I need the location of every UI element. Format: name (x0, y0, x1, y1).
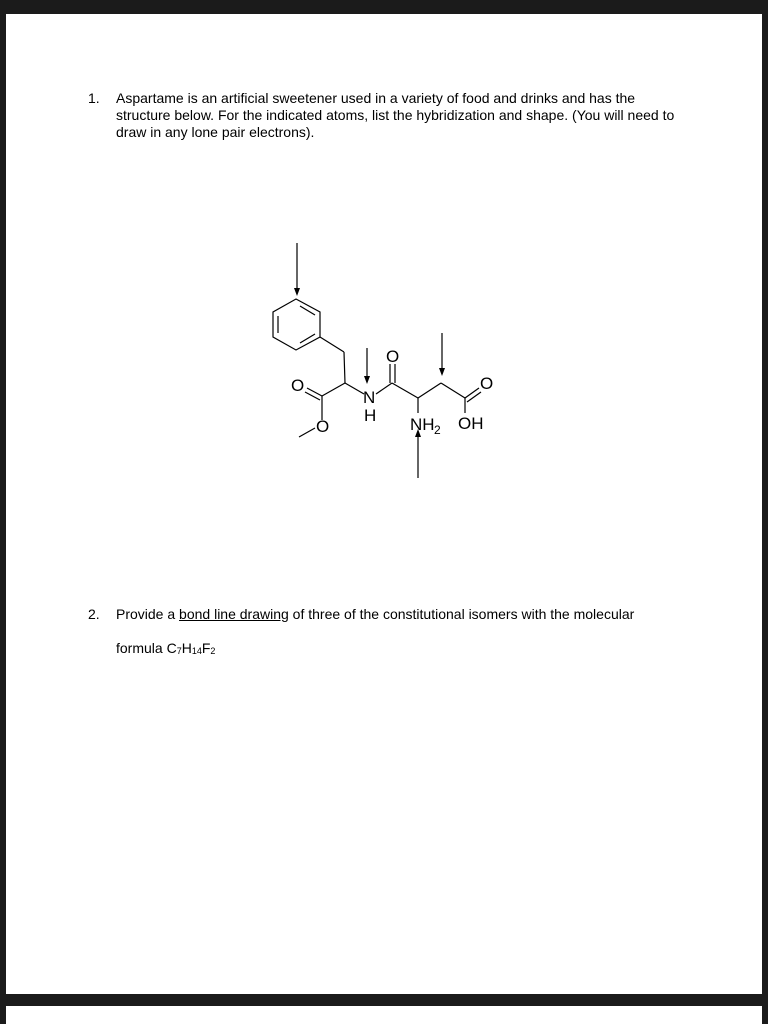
atom-amide-h: H (364, 406, 377, 425)
formula-h-count: 14 (191, 646, 202, 656)
molecular-formula (116, 640, 215, 660)
question-1-number: 1. (88, 90, 100, 106)
formula-h: H (181, 640, 192, 656)
benzene-ring (273, 299, 320, 350)
atom-amide-o: O (386, 347, 400, 366)
atom-acid-oh: OH (458, 414, 484, 433)
atom-amide-n: N (363, 388, 376, 407)
question-2-prefix: Provide a (116, 606, 180, 622)
formula-c-count: 7 (176, 646, 182, 656)
question-2-suffix: of three of the constitutional isomers with the molecular (288, 606, 635, 622)
question-1-text: Aspartame is an artificial sweetener used in a variety of food and drinks and has the structure below. For the indicated atoms, list the hybridization and shape. (You will need to draw in any lone pair electrons). (116, 90, 675, 140)
formula-f: F (201, 640, 211, 656)
atom-acid-o: O (480, 374, 494, 393)
benzene-inner-bonds (300, 306, 315, 315)
atom-amine-subscript: 2 (434, 423, 441, 437)
question-2-number: 2. (88, 606, 100, 622)
benzyl-bond (320, 337, 344, 352)
formula-prefix: formula C (116, 640, 177, 656)
atom-ester-o: O (316, 417, 330, 436)
bond-line-drawing-term: bond line drawing (179, 606, 289, 622)
formula-f-count: 2 (210, 646, 216, 656)
atom-amine-nh: NH (410, 415, 435, 434)
atom-ester-carbonyl-o: O (291, 376, 305, 395)
question-2-text (116, 606, 634, 623)
